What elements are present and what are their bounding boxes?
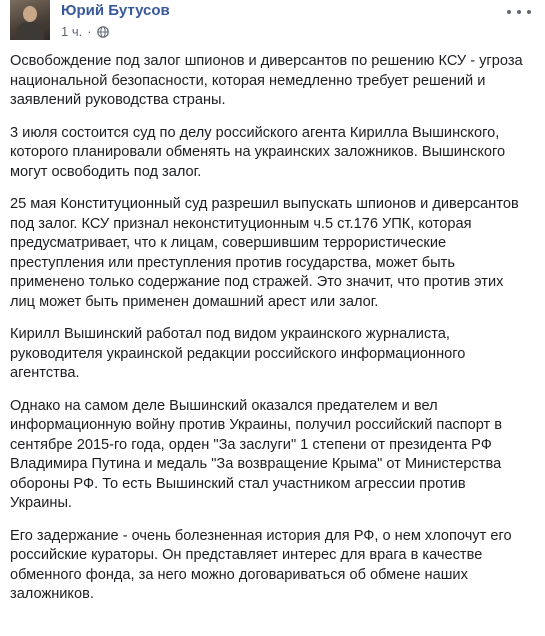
more-options-icon[interactable] — [507, 4, 531, 20]
author-name-link[interactable]: Юрий Бутусов — [61, 2, 170, 19]
more-dot — [507, 10, 511, 14]
post-paragraph: 3 июля состоится суд по делу российского агента Кирилла Вышинского, которого планировали обменять на украинских заложников. Вышинского могут освободить под залог. — [10, 124, 506, 180]
more-dot — [527, 10, 531, 14]
more-dot — [517, 10, 521, 14]
globe-icon[interactable] — [97, 26, 109, 38]
post-paragraph: Кирилл Вышинский работал под видом украинского журналиста, руководителя украинской редакции российского информационного агентства. — [10, 326, 466, 381]
meta-separator: · — [87, 24, 92, 39]
post-timestamp-link[interactable]: 1 ч. — [61, 24, 83, 39]
post-paragraph: 25 мая Конституционный суд разрешил выпускать шпионов и диверсантов под залог. КСУ признал неконституционным ч.5 ст.176 УПК, которая предусматривает, что к лицам, совершившим террористические преступления или преступления против государства, может быть применено только содержание под стражей. Это значит, что против этих лиц может быть применен домашний арест или залог. — [10, 196, 519, 310]
avatar-body-shape — [16, 22, 44, 40]
post-text — [10, 52, 530, 618]
post-paragraph: Его задержание - очень болезненная история для РФ, о нем хлопочут его российские кураторы. Он представляет интерес для врага в качестве обменного фонда, за него можно договариваться об обмене наших заложников. — [10, 527, 512, 602]
post-paragraph: Однако на самом деле Вышинский оказался предателем и вел информационную войну против Украины, получил российский паспорт в сентябре 2015-го года, орден "За заслуги" 1 степени от президента РФ Владимира Путина и медаль "За возвращение Крыма" от Министерства обороны РФ. То есть Вышинский стал участником агрессии против Украины. — [10, 397, 503, 511]
post-header — [0, 0, 545, 50]
post-paragraph: Освобождение под залог шпионов и диверсантов по решению КСУ - угроза национальной безопасности, которая немедленно требует решений и заявлений руководства страны. — [10, 53, 523, 108]
avatar-head-shape — [23, 6, 37, 22]
post-meta — [61, 24, 109, 39]
author-avatar[interactable] — [10, 0, 50, 40]
